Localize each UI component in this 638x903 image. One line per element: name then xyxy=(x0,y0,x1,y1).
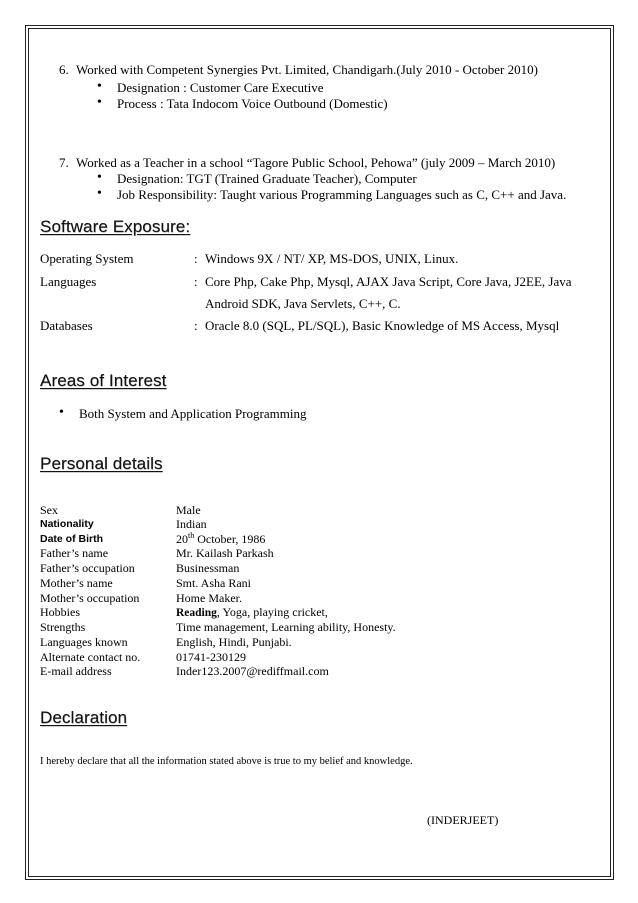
dob-day: 20 xyxy=(176,532,188,546)
personal-value xyxy=(176,532,265,546)
experience-item-6 xyxy=(59,62,538,77)
personal-value: English, Hindi, Punjabi. xyxy=(176,635,292,649)
section-heading-software xyxy=(40,217,190,237)
software-heading-text: Software Exposure xyxy=(40,217,186,236)
personal-label: Languages known xyxy=(40,635,128,649)
personal-value: Indian xyxy=(176,517,207,531)
experience-text: Worked with Competent Synergies Pvt. Limited, Chandigarh.(July 2010 - October 2010) xyxy=(76,62,538,77)
personal-label: Nationality xyxy=(40,518,94,530)
software-row-value-cont: Android SDK, Java Servlets, C++, C. xyxy=(205,296,401,311)
software-row-value: Windows 9X / NT/ XP, MS-DOS, UNIX, Linux. xyxy=(205,251,459,266)
personal-value: Inder123.2007@rediffmail.com xyxy=(176,664,329,678)
personal-label: Father’s occupation xyxy=(40,561,135,575)
experience-text: Worked as a Teacher in a school “Tagore Public School, Pehowa” (july 2009 – March 2010) xyxy=(76,155,556,170)
experience-bullet: • Process : Tata Indocom Voice Outbound (Domestic) xyxy=(117,96,388,111)
declaration-text: I hereby declare that all the information stated above is true to my belief and knowledge. xyxy=(40,756,413,767)
section-heading-declaration: Declaration xyxy=(40,708,128,727)
software-row-value: Core Php, Cake Php, Mysql, AJAX Java Script, Core Java, J2EE, Java xyxy=(205,274,572,289)
personal-label: Father’s name xyxy=(40,546,109,560)
section-heading-personal: Personal details xyxy=(40,454,163,473)
personal-value: Smt. Asha Rani xyxy=(176,576,252,590)
personal-label: Mother’s name xyxy=(40,576,113,590)
experience-number: 7. xyxy=(59,155,69,170)
experience-bullet: • Designation : Customer Care Executive xyxy=(117,80,324,95)
experience-bullet: • Designation: TGT (Trained Graduate Teacher), Computer xyxy=(117,171,417,186)
software-row-sep: : xyxy=(194,274,198,289)
dob-rest: October, 1986 xyxy=(194,532,266,546)
personal-value: 01741-230129 xyxy=(176,650,246,664)
personal-label: Hobbies xyxy=(40,605,80,619)
experience-item-7 xyxy=(59,155,555,170)
personal-label: Sex xyxy=(40,503,58,517)
personal-value: Businessman xyxy=(176,561,240,575)
personal-value xyxy=(176,605,328,620)
hobby-rest: , Yoga, playing cricket, xyxy=(216,605,328,619)
personal-value: Male xyxy=(176,503,201,517)
interest-item: • Both System and Application Programming xyxy=(79,406,307,421)
personal-label: E-mail address xyxy=(40,664,112,678)
software-row-sep: : xyxy=(194,318,198,333)
experience-number: 6. xyxy=(59,62,69,77)
personal-label: Mother’s occupation xyxy=(40,591,140,605)
software-row-sep: : xyxy=(194,251,198,266)
software-row-label: Operating System xyxy=(40,251,134,266)
hobby-bold: Reading xyxy=(176,607,217,619)
software-heading-colon: : xyxy=(185,217,191,236)
personal-value: Mr. Kailash Parkash xyxy=(176,546,274,560)
experience-bullet: • Job Responsibility: Taught various Programming Languages such as C, C++ and Java. xyxy=(117,187,566,202)
software-row-label: Databases xyxy=(40,318,93,333)
personal-label: Alternate contact no. xyxy=(40,650,141,664)
personal-value: Home Maker. xyxy=(176,591,242,605)
software-row-label: Languages xyxy=(40,274,97,289)
signature: (INDERJEET) xyxy=(427,813,499,827)
section-heading-interest: Areas of Interest xyxy=(40,371,167,390)
dob-suffix: th xyxy=(188,531,195,540)
personal-label: Strengths xyxy=(40,620,86,634)
personal-value: Time management, Learning ability, Honesty. xyxy=(176,620,396,634)
personal-label: Date of Birth xyxy=(40,533,103,545)
software-row-value: Oracle 8.0 (SQL, PL/SQL), Basic Knowledge of MS Access, Mysql xyxy=(205,318,560,333)
